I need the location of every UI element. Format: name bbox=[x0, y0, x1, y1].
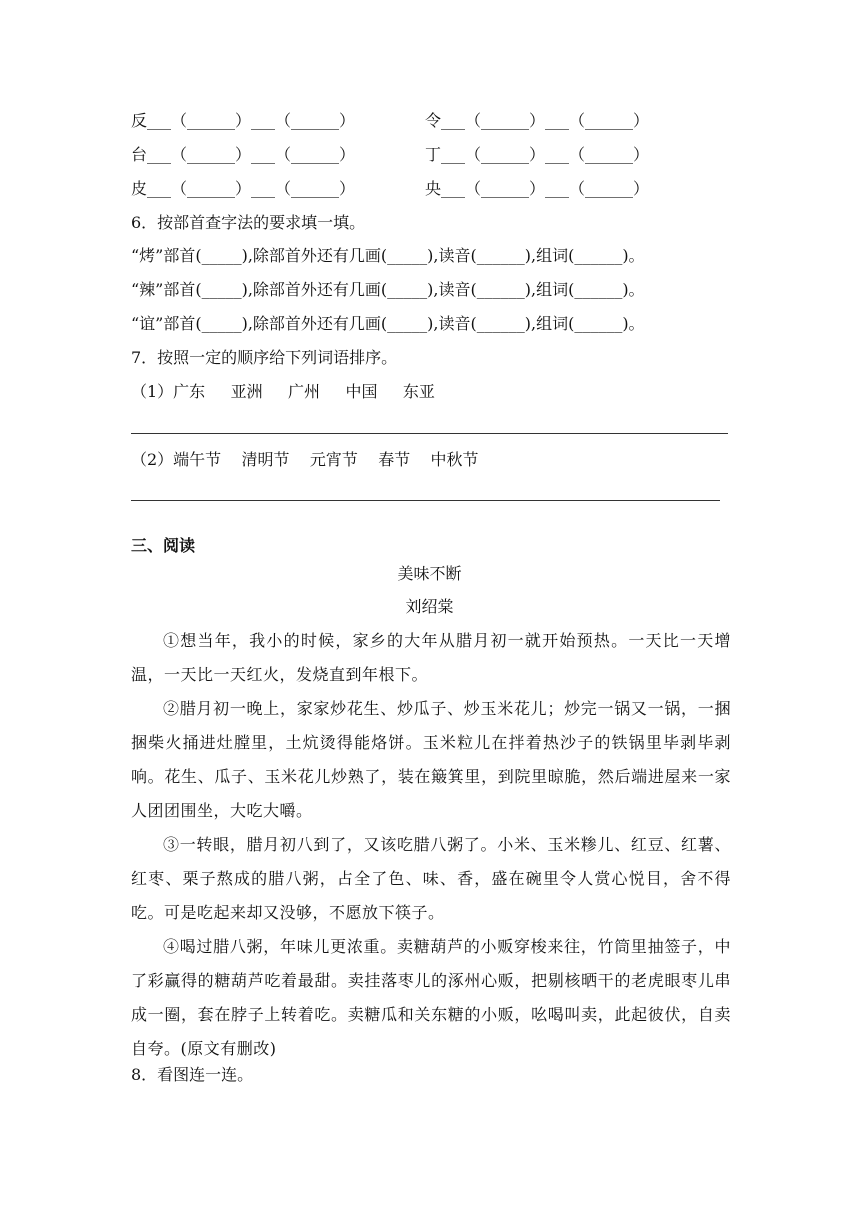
article-author: 刘绍棠 bbox=[405, 597, 454, 616]
q7-item-2: （2）端午节 清明节 元宵节 春节 中秋节 bbox=[131, 450, 479, 469]
article-title: 美味不断 bbox=[397, 564, 462, 583]
q7-title: 7．按照一定的顺序给下列词语排序。 bbox=[131, 348, 398, 367]
q7-answer-line-2 bbox=[131, 500, 720, 501]
paragraph-1: ①想当年，我小的时候，家乡的大年从腊月初一就开始预热。一天比一天增温，一天比一天红火，发烧直到年根下。 bbox=[131, 631, 731, 684]
paragraph-2: ②腊月初一晚上，家家炒花生、炒瓜子、炒玉米花儿；炒完一锅又一锅，一捆捆柴火捅进灶膛里，土炕烫得能烙饼。玉米粒儿在拌着热沙子的铁锅里毕剥毕剥响。花生、瓜子、玉米花儿炒熟了，装在簸箕里，到院里晾脆，然后端进屋来一家人团团围坐，大吃大嚼。 bbox=[131, 699, 731, 820]
q6-title: 6．按部首查字法的要求填一填。 bbox=[131, 213, 366, 232]
q5-row-2-right: 丁___（______）___（______） bbox=[425, 145, 650, 164]
q5-row-1-right: 令___（______）___（______） bbox=[425, 111, 650, 130]
q5-row-2-left: 台___（______）___（______） bbox=[131, 145, 356, 164]
q6-row-1: “烤”部首(_____),除部首外还有几画(_____),读音(______),组词(______)。 bbox=[131, 246, 645, 265]
q5-row-1-left: 反___（______）___（______） bbox=[131, 111, 356, 130]
q5-row-3-left: 皮___（______）___（______） bbox=[131, 179, 356, 198]
q6-row-3: “谊”部首(_____),除部首外还有几画(_____),读音(______),组词(______)。 bbox=[131, 314, 645, 333]
q8-title: 8．看图连一连。 bbox=[131, 1065, 254, 1084]
q7-answer-line-1 bbox=[131, 433, 728, 434]
paragraph-3: ③一转眼，腊月初八到了，又该吃腊八粥了。小米、玉米糁儿、红豆、红薯、红枣、栗子熬成的腊八粥，占全了色、味、香，盛在碗里令人赏心悦目，舍不得吃。可是吃起来却又没够，不愿放下筷子。 bbox=[131, 835, 731, 922]
paragraph-4: ④喝过腊八粥，年味儿更浓重。卖糖葫芦的小贩穿梭来往，竹筒里抽签子，中了彩赢得的糖葫芦吃着最甜。卖挂落枣儿的涿州心贩，把剔核晒干的老虎眼枣儿串成一圈，套在脖子上转着吃。卖糖瓜和关东糖的小贩，吆喝叫卖，此起彼伏，自卖自夸。(原文有删改) bbox=[131, 937, 731, 1058]
q5-row-3-right: 央___（______）___（______） bbox=[425, 179, 650, 198]
q6-row-2: “辣”部首(_____),除部首外还有几画(_____),读音(______),组词(______)。 bbox=[131, 280, 645, 299]
section-heading: 三、阅读 bbox=[131, 536, 196, 555]
q7-item-1: （1）广东 亚洲 广州 中国 东亚 bbox=[131, 382, 435, 401]
